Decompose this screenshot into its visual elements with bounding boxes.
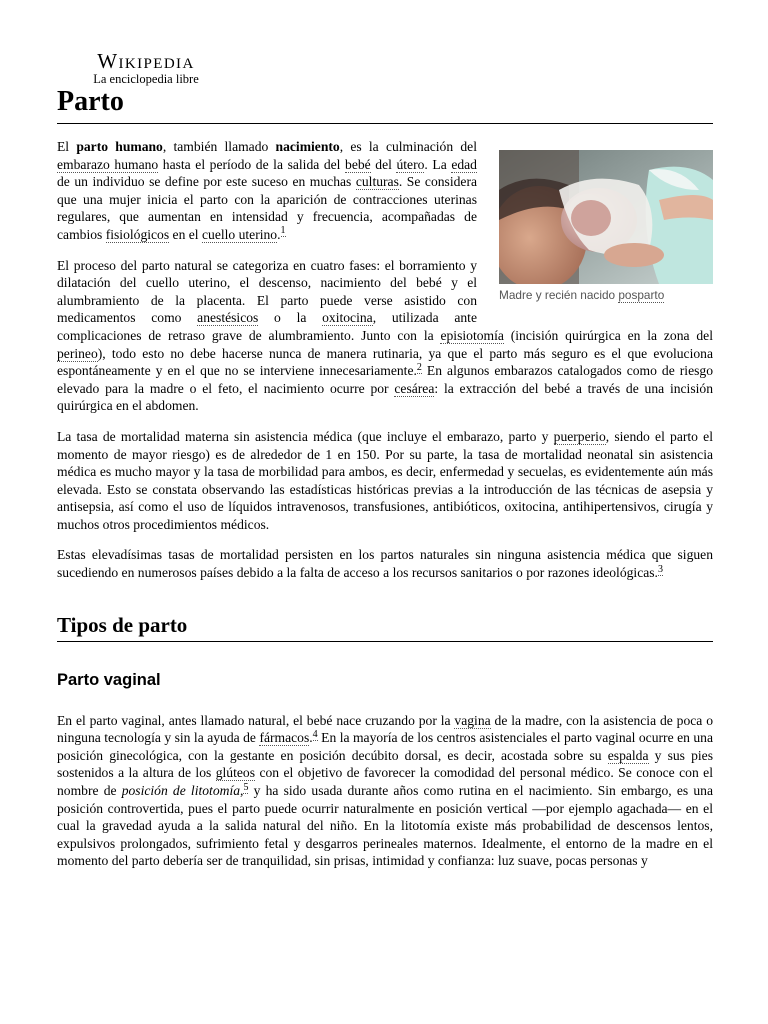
italic-posicion-litotomia: posición de litotomía [121,783,241,799]
bold-parto-humano: parto humano [76,139,163,154]
figure-caption: Madre y recién nacido posparto [499,288,665,302]
link-farmacos[interactable]: fármacos [259,730,310,746]
link-edad[interactable]: edad [451,156,477,172]
paragraph-intro: El parto humano, también llamado nacimiento, es la culminación del embarazo humano hasta el período de la salida del bebé del útero. La edad de un individuo se define por este suceso en muchas culturas. Se considera que una mujer inicia el parto con la aparición de contracciones uterinas regulares, que aumentan en intensidad y frecuencia, acompañadas de cambios fisiológicos en el cuello uterino.$^1$ [57,139,477,242]
logo-wordmark: Wikipedia [97,49,195,73]
reference-4[interactable]: 4 [312,728,318,740]
mother-newborn-photo[interactable] [499,150,713,284]
link-gluteos[interactable]: glúteos [215,765,256,781]
link-perineo[interactable]: perineo [57,345,98,361]
paragraph-parto-vaginal: En el parto vaginal, antes llamado natural, el bebé nace cruzando por la vagina de la madre, con la asistencia de poca o ninguna tecnología y sin la ayuda de fármacos.$^4$ En la mayoría de los centros asistenciales el parto vaginal ocurre en una posición ginecológica, con la gestante en posición decúbito dorsal, es decir, acostada sobre su espalda y sus pies sostenidos a la altura de los glúteos con el objetivo de favorecer la comodidad del personal médico. Se conoce con el nombre de posición de litotomía,$^5$ y ha sido usada durante años como rutina en el nacimiento. Sin embargo, es una posición controvertida, pues el parto puede ocurrir naturalmente en posición vertical —por ejemplo agachada— en el cual la gravedad ayuda a la salida natural del niño. En la litotomía existe más probabilidad de descensos lentos, expulsivos prolongados, sufrimiento fetal y desgarros perineales maternos. Idealmente, el entorno de la madre en el momento del parto debería ser de tranquilidad, sin prisas, intimidad y confianza: luz suave, pocas personas y [57,712,713,869]
bold-nacimiento: nacimiento [275,139,340,154]
figure [499,150,717,303]
link-episiotomia[interactable]: episiotomía [440,327,504,343]
page-title: Parto [57,84,713,124]
link-embarazo-humano[interactable]: embarazo humano [57,156,159,172]
link-posparto[interactable]: posparto [618,288,665,302]
link-cesarea[interactable]: cesárea [394,380,435,396]
link-cuello-uterino[interactable]: cuello uterino [201,226,278,242]
link-puerperio[interactable]: puerperio [553,428,606,444]
link-oxitocina[interactable]: oxitocina [322,310,373,326]
subsection-heading-parto-vaginal: Parto vaginal [57,670,161,689]
link-bebe[interactable]: bebé [345,156,371,172]
section-heading-tipos-de-parto: Tipos de parto [57,612,713,642]
link-vagina[interactable]: vagina [454,712,491,728]
paragraph-mortalidad: La tasa de mortalidad materna sin asistencia médica (que incluye el embarazo, parto y puerperio, siendo el parto el momento de mayor riesgo) es de alrededor de 1 en 150. Por su parte, la tasa de mortalidad neonatal sin asistencia médica es mucho mayor y la tasa de morbilidad para ambos, es decir, enfermedad y secuelas, es evidentemente aún más elevada. Esto se constata observando las estadísticas históricas previas a la introducción de las técnicas de asepsia y antisepsia, así como el uso de líquidos intravenosos, transfusiones, antibióticos, oxitocina, antihipertensivos, cirugía y muchos otros procedimientos médicos. [57,428,713,532]
wikipedia-logo[interactable] [76,50,216,86]
reference-5[interactable]: 5 [243,781,249,793]
reference-3[interactable]: 3 [657,563,663,575]
paragraph-tasas: Estas elevadísimas tasas de mortalidad persisten en los partos naturales sin ninguna asistencia médica que siguen sucediendo en numerosos países debido a la falta de acceso a los recursos sanitarios o por razones ideológicas.$^3$ [57,547,713,581]
link-culturas[interactable]: culturas [355,174,399,190]
reference-2[interactable]: 2 [416,361,422,373]
article-body [57,138,713,883]
link-anestesicos[interactable]: anestésicos [197,310,259,326]
reference-1[interactable]: 1 [280,225,286,237]
link-espalda[interactable]: espalda [607,747,649,763]
link-utero[interactable]: útero [396,156,425,172]
link-fisiologicos[interactable]: fisiológicos [105,226,170,242]
paragraph-proceso: El proceso del parto natural se categoriza en cuatro fases: el borramiento y dilatación del cuello uterino, el descenso, nacimiento del bebé y el alumbramiento de la placenta. El parto puede verse asistido con medicamentos como anestésicos o la oxitocina, utilizada ante complicaciones de retraso grave de alumbramiento. Junto con la episiotomía (incisión quirúrgica en la zona del perineo), todo esto no debe hacerse nunca de manera rutinaria, ya que el parto más seguro es el que evoluciona espontáneamente y en el que no se interviene innecesariamente.$^2$ En algunos embarazos catalogados como de riesgo elevado para la madre o el feto, el nacimiento ocurre por cesárea: la extracción del bebé a través de una incisión quirúrgica en el abdomen. [57,257,713,414]
logo-tagline: La enciclopedia libre [93,72,199,86]
